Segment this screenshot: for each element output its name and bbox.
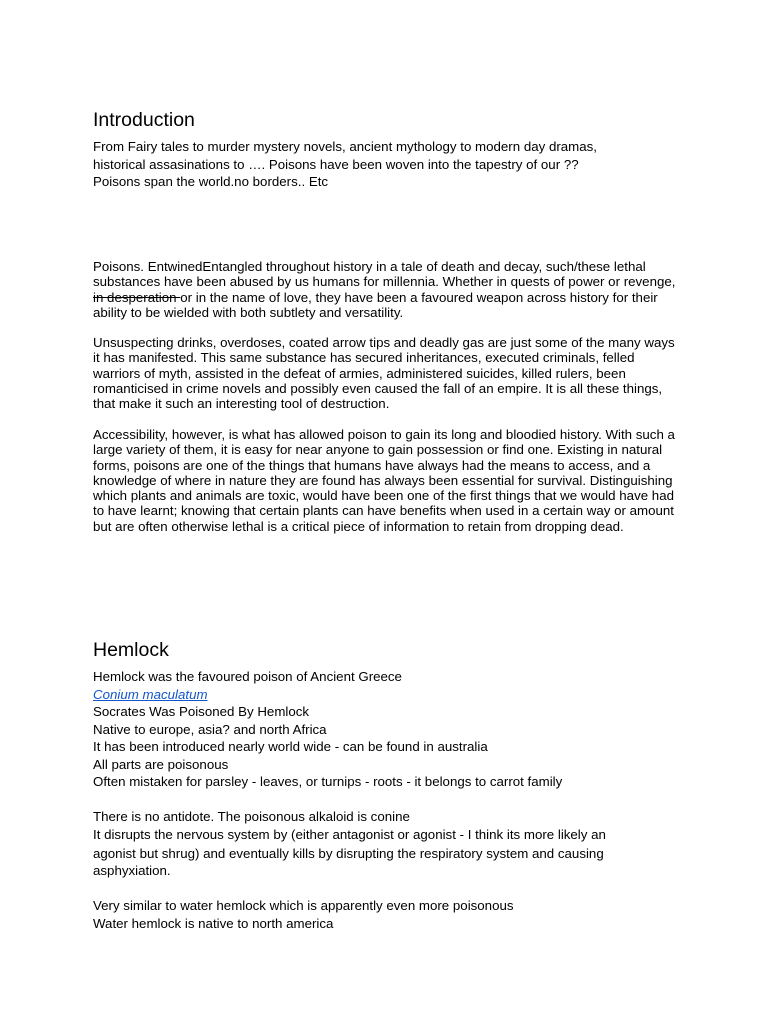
hemlock-line-mistaken: Often mistaken for parsley - leaves, or turnips - roots - it belongs to carrot family <box>93 774 563 789</box>
hemlock-line-water-native: Water hemlock is native to north america <box>93 916 334 931</box>
conium-maculatum-link[interactable]: Conium maculatum <box>93 686 208 702</box>
paragraph-text: Poisons. EntwinedEntangled throughout history in a tale of death and decay, such/these lethal substances have been abused by us humans for millennia. Whether in quests of power or revenge, <box>93 259 676 290</box>
hemlock-line-antidote: There is no antidote. The poisonous alkaloid is conine <box>93 809 410 824</box>
hemlock-line-all-parts: All parts are poisonous <box>93 756 229 772</box>
hemlock-line-disrupts-3: asphyxiation. <box>93 863 171 878</box>
paragraph-poisons-entwined <box>93 259 683 320</box>
intro-line-3: Poisons span the world.no borders.. Etc <box>93 174 329 189</box>
hemlock-line-favoured: Hemlock was the favoured poison of Ancient Greece <box>93 669 402 684</box>
introduction-heading: Introduction <box>93 109 195 131</box>
paragraph-text: or in the name of love, they have been a favoured weapon across history for their ability to be wielded with both subtlety and versatility. <box>93 289 658 320</box>
hemlock-line-disrupts-2: agonist but shrug) and eventually kills by disrupting the respiratory system and causing <box>93 845 604 861</box>
hemlock-line-socrates: Socrates Was Poisoned By Hemlock <box>93 704 310 719</box>
paragraph-unsuspecting-drinks: Unsuspecting drinks, overdoses, coated arrow tips and deadly gas are just some of the many ways it has manifested. This same substance has secured inheritances, executed criminals, felled warriors of myth, assisted in the defeat of armies, administered suicides, killed rulers, been romanticised in crime novels and possibly even caused the fall of an empire. It is all these things, that make it such an interesting tool of destruction. <box>93 335 675 412</box>
hemlock-line-introduced: It has been introduced nearly world wide - can be found in australia <box>93 739 488 754</box>
hemlock-line-native: Native to europe, asia? and north Africa <box>93 721 327 737</box>
struck-text: in desperation <box>93 289 181 305</box>
hemlock-line-water-similar: Very similar to water hemlock which is apparently even more poisonous <box>93 898 514 913</box>
hemlock-line-disrupts-1: It disrupts the nervous system by (either antagonist or agonist - I think its more likely an <box>93 827 606 842</box>
intro-line-1: From Fairy tales to murder mystery novels, ancient mythology to modern day dramas, <box>93 139 597 154</box>
hemlock-line-link-wrap <box>93 686 208 704</box>
intro-line-2: historical assasinations to …. Poisons have been woven into the tapestry of our ?? <box>93 156 579 172</box>
hemlock-heading: Hemlock <box>93 639 169 661</box>
paragraph-accessibility: Accessibility, however, is what has allowed poison to gain its long and bloodied history. With such a large variety of them, it is easy for near anyone to gain possession or find one. Existing in natural forms, poisons are one of the things that humans have always had the means to access, and a knowledge of where in nature they are found has always been essential for survival. Distinguishing which plants and animals are toxic, would have been one of the first things that we would have had to have learnt; knowing that certain plants can have benefits when used in a certain way or amount but are often otherwise lethal is a critical piece of information to retain from dropping dead. <box>93 427 675 534</box>
